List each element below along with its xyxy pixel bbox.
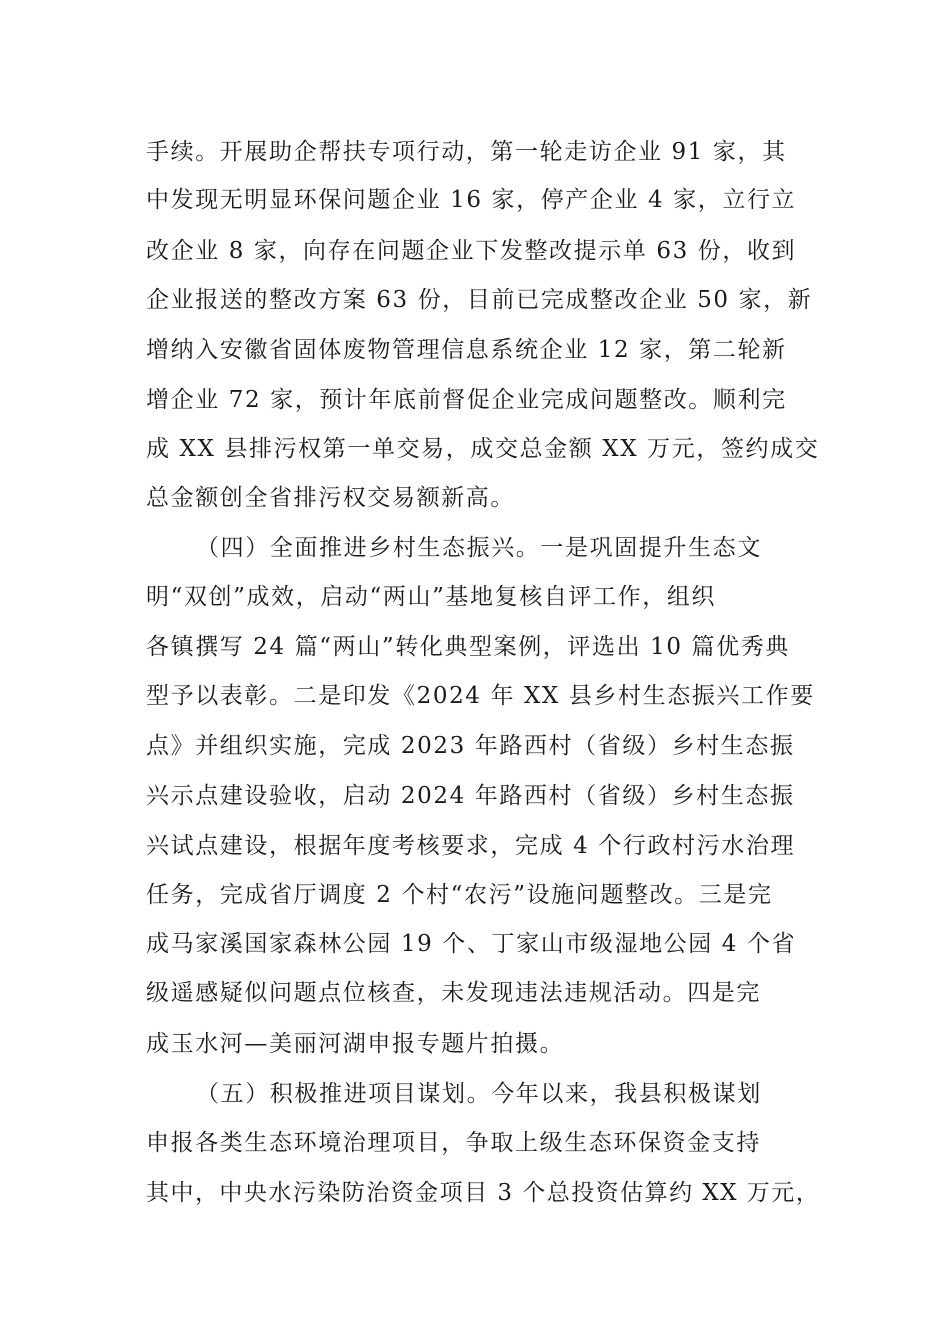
text-line: 企业报送的整改方案 63 份，目前已完成整改企业 50 家，新 (146, 287, 813, 313)
text-line: 兴试点建设，根据年度考核要求，完成 4 个行政村污水治理 (146, 833, 796, 859)
text-line: 兴示点建设验收，启动 2024 年路西村（省级）乡村生态振 (146, 783, 795, 809)
text-line: 成马家溪国家森林公园 19 个、丁家山市级湿地公园 4 个省 (146, 931, 797, 957)
text-line: 各镇撰写 24 篇“两山”转化典型案例，评选出 10 篇优秀典 (146, 634, 790, 660)
text-line: 增纳入安徽省固体废物管理信息系统企业 12 家，第二轮新 (146, 337, 787, 363)
section-heading-line: （五）积极推进项目谋划。今年以来，我县积极谋划 (196, 1081, 762, 1107)
text-line: 级遥感疑似问题点位核查，未发现违法违规活动。四是完 (146, 980, 761, 1006)
text-line: 手续。开展助企帮扶专项行动，第一轮走访企业 91 家，其 (146, 139, 787, 165)
section-heading-line: （四）全面推进乡村生态振兴。一是巩固提升生态文 (196, 535, 762, 561)
text-line: 点》并组织实施，完成 2023 年路西村（省级）乡村生态振 (146, 733, 795, 759)
text-line: 增企业 72 家，预计年底前督促企业完成问题整改。顺利完 (146, 387, 787, 413)
text-line: 其中，中央水污染防治资金项目 3 个总投资估算约 XX 万元， (146, 1180, 821, 1206)
text-line: 总金额创全省排污权交易额新高。 (146, 485, 515, 511)
text-line: 中发现无明显环保问题企业 16 家，停产企业 4 家，立行立 (146, 187, 797, 213)
text-line: 改企业 8 家，向存在问题企业下发整改提示单 63 份，收到 (146, 238, 797, 264)
text-line: 型予以表彰。二是印发《2024 年 XX 县乡村生态振兴工作要 (146, 683, 815, 709)
text-line: 任务，完成省厅调度 2 个村“农污”设施问题整改。三是完 (146, 882, 773, 908)
text-line: 成玉水河—美丽河湖申报专题片拍摄。 (146, 1031, 565, 1057)
text-line: 成 XX 县排污权第一单交易，成交总金额 XX 万元，签约成交 (146, 436, 820, 462)
text-line: 明“双创”成效，启动“两山”基地复核自评工作，组织 (146, 584, 717, 610)
text-line: 申报各类生态环境治理项目，争取上级生态环保资金支持 (146, 1130, 761, 1156)
